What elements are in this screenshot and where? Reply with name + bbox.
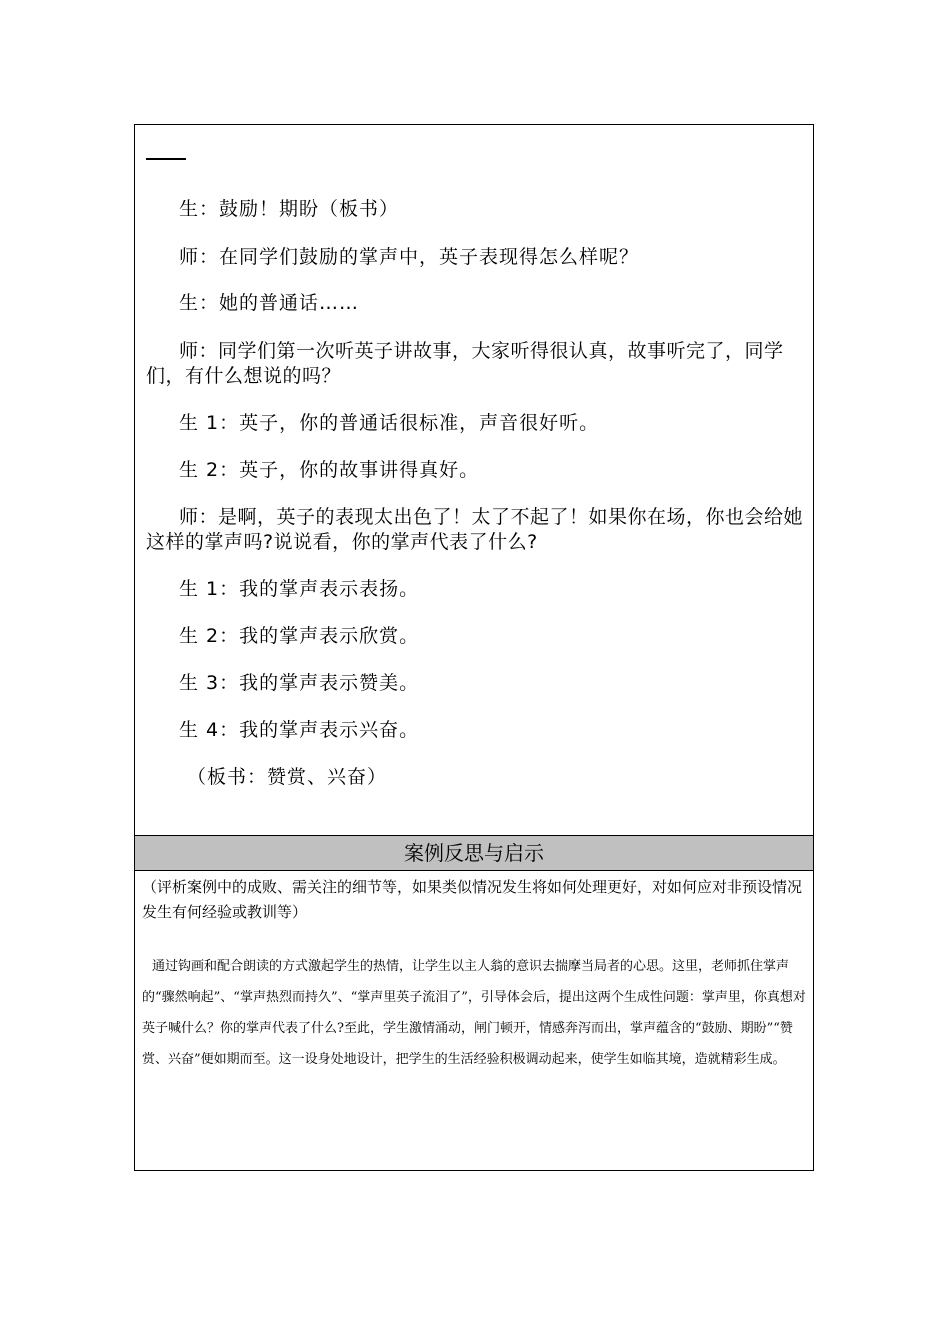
dialogue-line: 生：她的普通话……: [179, 292, 360, 314]
reflection-text: 通过钩画和配合朗读的方式激起学生的热情，让学生以主人翁的意识去揣摩当局者的心思。这里，老师抓住掌声的“骤然响起”、“掌声热烈而持久”、“掌声里英子流泪了”，引导体会后，提出这两个生成性问题：掌声里，你真想对英子喊什么？你的掌声代表了什么?至此，学生激情涌动，闸门顿开，情感奔泻而出，掌声蕴含的“鼓励、期盼”“赞赏、兴奋”便如期而至。这一设身处地设计，把学生的生活经验积极调动起来，使学生如临其境，造就精彩生成。: [142, 959, 806, 1067]
section-instructions: （评析案例中的成败、需关注的细节等，如果类似情况发生将如何处理更好，对如何应对非预设情况发生有何经验或教训等）: [142, 878, 803, 921]
dialogue-line: 生 3：我的掌声表示赞美。: [179, 672, 420, 694]
dialogue-line: 生 1：我的掌声表示表扬。: [179, 578, 420, 600]
dialogue-line: 生 4：我的掌声表示兴奋。: [179, 719, 420, 741]
dialogue-paragraph: 师：同学们第一次听英子讲故事，大家听得很认真，故事听完了，同学们，有什么想说的吗？: [146, 340, 784, 387]
dialogue-line: （板书：赞赏、兴奋）: [187, 766, 388, 788]
dialogue-line: 师：在同学们鼓励的掌声中，英子表现得怎么样呢？: [179, 246, 640, 268]
section-title: 案例反思与启示: [135, 835, 813, 871]
dialogue-line: 生 2：英子，你的故事讲得真好。: [179, 459, 480, 481]
continuation-dash: [146, 158, 186, 160]
dialogue-line: 生：鼓励！期盼（板书）: [179, 198, 400, 220]
dialogue-line: 生 2：我的掌声表示欣赏。: [179, 625, 420, 647]
case-table: [134, 124, 814, 1171]
dialogue-paragraph: 师：是啊，英子的表现太出色了！太了不起了！如果你在场，你也会给她这样的掌声吗?说说看，你的掌声代表了什么?: [146, 506, 804, 553]
dialogue-line: 生 1：英子，你的普通话很标准，声音很好听。: [179, 412, 600, 434]
